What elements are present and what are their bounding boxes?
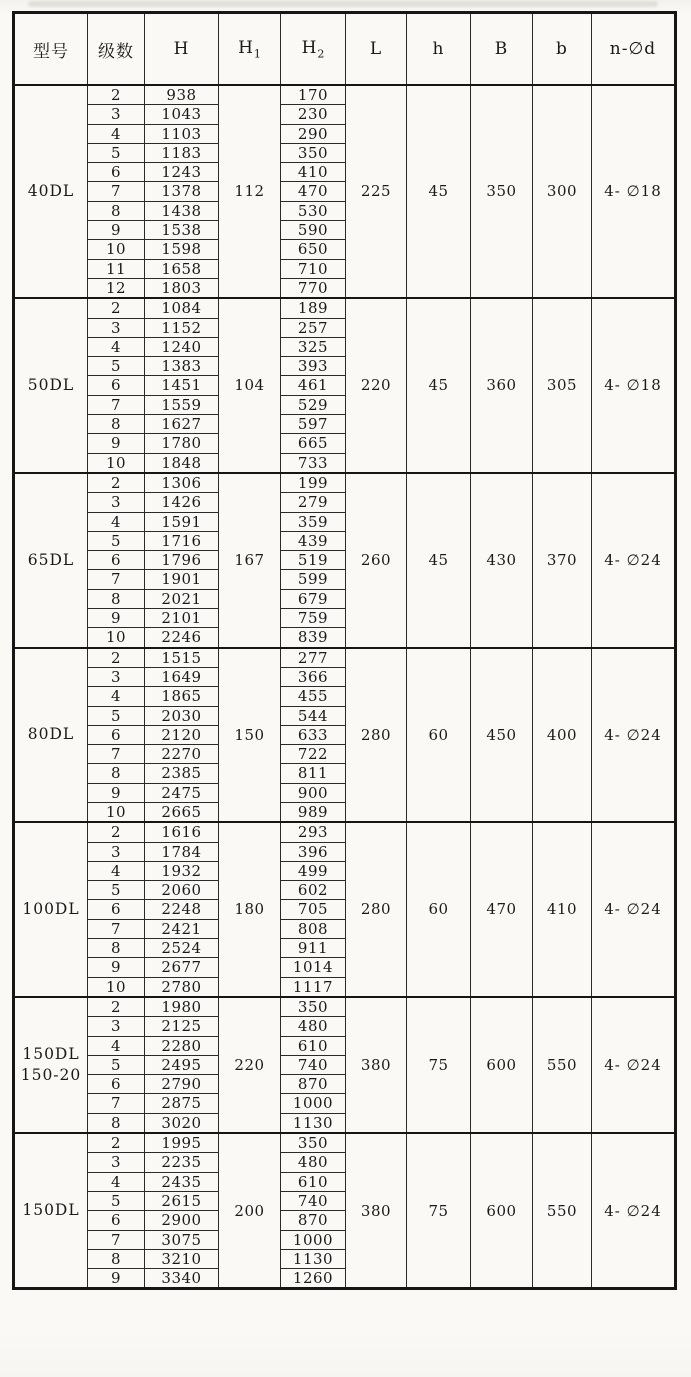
stages-cell: 6 (88, 725, 145, 744)
h2-value-cell: 1000 (281, 1094, 346, 1113)
h2-value-cell: 393 (281, 357, 346, 376)
h-value-cell: 1865 (145, 687, 219, 706)
stages-cell: 10 (88, 977, 145, 997)
h-value-cell: 2125 (145, 1017, 219, 1036)
h2-value-cell: 1000 (281, 1230, 346, 1249)
stages-cell: 8 (88, 201, 145, 220)
h2-value-cell: 170 (281, 85, 346, 105)
stages-cell: 5 (88, 706, 145, 725)
column-header-B: B (471, 13, 533, 86)
h-lower-cell: 45 (407, 473, 471, 648)
h-value-cell: 1591 (145, 512, 219, 531)
h2-value-cell: 350 (281, 143, 346, 162)
h-lower-cell: 45 (407, 85, 471, 298)
column-header-H: H (145, 13, 219, 86)
stages-cell: 3 (88, 105, 145, 124)
h-value-cell: 2780 (145, 977, 219, 997)
l-cell: 280 (346, 648, 407, 823)
h2-value-cell: 350 (281, 1133, 346, 1153)
h2-value-cell: 597 (281, 415, 346, 434)
stages-cell: 10 (88, 802, 145, 822)
stages-cell: 9 (88, 958, 145, 977)
h2-value-cell: 811 (281, 764, 346, 783)
h2-value-cell: 480 (281, 1017, 346, 1036)
h2-value-cell: 770 (281, 278, 346, 298)
l-cell: 280 (346, 822, 407, 997)
h2-value-cell: 1260 (281, 1269, 346, 1289)
h-value-cell: 938 (145, 85, 219, 105)
model-line: 150DL (22, 1045, 80, 1064)
model-line: 65DL (27, 550, 75, 569)
stages-cell: 3 (88, 1017, 145, 1036)
b-lower-cell: 300 (533, 85, 592, 298)
stages-cell: 6 (88, 163, 145, 182)
h-value-cell: 2246 (145, 628, 219, 648)
stages-cell: 5 (88, 1055, 145, 1074)
model-cell (14, 648, 88, 823)
h2-value-cell: 590 (281, 221, 346, 240)
stages-cell: 10 (88, 240, 145, 259)
stages-cell: 2 (88, 85, 145, 105)
h-value-cell: 1515 (145, 648, 219, 668)
table-row (14, 298, 676, 318)
h2-value-cell: 602 (281, 881, 346, 900)
h-value-cell: 2101 (145, 609, 219, 628)
table-header (14, 13, 676, 86)
nphid-cell: 4- ∅24 (592, 648, 676, 823)
stages-cell: 4 (88, 1172, 145, 1191)
h-value-cell: 2875 (145, 1094, 219, 1113)
h2-value-cell: 1117 (281, 977, 346, 997)
h-value-cell: 1383 (145, 357, 219, 376)
h-value-cell: 2495 (145, 1055, 219, 1074)
h-value-cell: 2615 (145, 1191, 219, 1210)
h-value-cell: 1796 (145, 551, 219, 570)
stages-cell: 5 (88, 1191, 145, 1210)
h-value-cell: 1803 (145, 278, 219, 298)
h-value-cell: 1152 (145, 318, 219, 337)
column-header-subscript: 1 (253, 47, 261, 61)
stages-cell: 3 (88, 493, 145, 512)
model-cell (14, 997, 88, 1133)
h-value-cell: 1995 (145, 1133, 219, 1153)
h2-value-cell: 1130 (281, 1113, 346, 1133)
stages-cell: 7 (88, 182, 145, 201)
h2-value-cell: 350 (281, 997, 346, 1017)
stages-cell: 3 (88, 667, 145, 686)
h1-cell: 150 (219, 648, 281, 823)
stages-cell: 2 (88, 1133, 145, 1153)
h-value-cell: 2248 (145, 900, 219, 919)
h2-value-cell: 740 (281, 1055, 346, 1074)
stages-cell: 8 (88, 589, 145, 608)
h2-value-cell: 650 (281, 240, 346, 259)
b-upper-cell: 470 (471, 822, 533, 997)
h2-value-cell: 359 (281, 512, 346, 531)
nphid-cell: 4- ∅18 (592, 298, 676, 473)
h-value-cell: 2021 (145, 589, 219, 608)
stages-cell: 5 (88, 143, 145, 162)
column-header-stages: 级数 (88, 13, 145, 86)
h1-cell: 180 (219, 822, 281, 997)
h2-value-cell: 461 (281, 376, 346, 395)
h-value-cell: 1716 (145, 531, 219, 550)
h2-value-cell: 665 (281, 434, 346, 453)
h2-value-cell: 544 (281, 706, 346, 725)
stages-cell: 2 (88, 473, 145, 493)
h-value-cell: 1306 (145, 473, 219, 493)
table-row (14, 1133, 676, 1153)
h2-value-cell: 599 (281, 570, 346, 589)
table-row (14, 473, 676, 493)
h2-value-cell: 257 (281, 318, 346, 337)
h-value-cell: 1438 (145, 201, 219, 220)
h2-value-cell: 1130 (281, 1249, 346, 1268)
b-lower-cell: 370 (533, 473, 592, 648)
h2-value-cell: 633 (281, 725, 346, 744)
stages-cell: 8 (88, 415, 145, 434)
h2-value-cell: 610 (281, 1036, 346, 1055)
h-value-cell: 2060 (145, 881, 219, 900)
h2-value-cell: 710 (281, 259, 346, 278)
h2-value-cell: 439 (281, 531, 346, 550)
h-value-cell: 1243 (145, 163, 219, 182)
stages-cell: 3 (88, 318, 145, 337)
h2-value-cell: 290 (281, 124, 346, 143)
stages-cell: 3 (88, 842, 145, 861)
h2-value-cell: 396 (281, 842, 346, 861)
stages-cell: 12 (88, 278, 145, 298)
h-value-cell: 1426 (145, 493, 219, 512)
h-value-cell: 1780 (145, 434, 219, 453)
h-value-cell: 1538 (145, 221, 219, 240)
stages-cell: 10 (88, 628, 145, 648)
stages-cell: 10 (88, 453, 145, 473)
h-value-cell: 1084 (145, 298, 219, 318)
h2-value-cell: 519 (281, 551, 346, 570)
stages-cell: 4 (88, 337, 145, 356)
h1-cell: 220 (219, 997, 281, 1133)
stages-cell: 9 (88, 434, 145, 453)
b-lower-cell: 400 (533, 648, 592, 823)
h2-value-cell: 705 (281, 900, 346, 919)
stages-cell: 2 (88, 997, 145, 1017)
h-value-cell: 1649 (145, 667, 219, 686)
h1-cell: 104 (219, 298, 281, 473)
h1-cell: 167 (219, 473, 281, 648)
b-lower-cell: 410 (533, 822, 592, 997)
h-value-cell: 1598 (145, 240, 219, 259)
stages-cell: 4 (88, 687, 145, 706)
pump-dimension-table (12, 11, 677, 1290)
model-line: 150DL (22, 1201, 80, 1220)
stages-cell: 9 (88, 1269, 145, 1289)
h2-value-cell: 499 (281, 861, 346, 880)
table-row (14, 822, 676, 842)
h1-cell: 112 (219, 85, 281, 298)
h-lower-cell: 45 (407, 298, 471, 473)
h2-value-cell: 530 (281, 201, 346, 220)
stages-cell: 8 (88, 764, 145, 783)
h-lower-cell: 60 (407, 822, 471, 997)
l-cell: 380 (346, 997, 407, 1133)
h-value-cell: 1183 (145, 143, 219, 162)
stages-cell: 9 (88, 609, 145, 628)
h2-value-cell: 325 (281, 337, 346, 356)
l-cell: 225 (346, 85, 407, 298)
b-upper-cell: 360 (471, 298, 533, 473)
stages-cell: 2 (88, 648, 145, 668)
h2-value-cell: 293 (281, 822, 346, 842)
stages-cell: 5 (88, 531, 145, 550)
h-value-cell: 2435 (145, 1172, 219, 1191)
h-value-cell: 2235 (145, 1153, 219, 1172)
h2-value-cell: 279 (281, 493, 346, 512)
h-value-cell: 1378 (145, 182, 219, 201)
h-value-cell: 2790 (145, 1075, 219, 1094)
h2-value-cell: 610 (281, 1172, 346, 1191)
h-value-cell: 3340 (145, 1269, 219, 1289)
h-value-cell: 1784 (145, 842, 219, 861)
h-value-cell: 2524 (145, 939, 219, 958)
b-lower-cell: 550 (533, 1133, 592, 1289)
stages-cell: 6 (88, 1211, 145, 1230)
model-line: 100DL (22, 900, 80, 919)
h-value-cell: 1451 (145, 376, 219, 395)
h2-value-cell: 230 (281, 105, 346, 124)
b-upper-cell: 450 (471, 648, 533, 823)
stages-cell: 7 (88, 1230, 145, 1249)
stages-cell: 3 (88, 1153, 145, 1172)
h-value-cell: 2421 (145, 919, 219, 938)
b-upper-cell: 430 (471, 473, 533, 648)
stages-cell: 6 (88, 551, 145, 570)
column-header-H1: $H_1$ (219, 13, 281, 86)
table-row (14, 85, 676, 105)
h-value-cell: 1932 (145, 861, 219, 880)
column-header-h: h (407, 13, 471, 86)
h-value-cell: 1901 (145, 570, 219, 589)
h2-value-cell: 911 (281, 939, 346, 958)
h2-value-cell: 199 (281, 473, 346, 493)
h2-value-cell: 722 (281, 745, 346, 764)
h-value-cell: 2280 (145, 1036, 219, 1055)
nphid-cell: 4- ∅18 (592, 85, 676, 298)
table-row (14, 648, 676, 668)
h2-value-cell: 529 (281, 395, 346, 414)
model-line: 80DL (27, 725, 75, 744)
h-value-cell: 1848 (145, 453, 219, 473)
h-value-cell: 1980 (145, 997, 219, 1017)
h-value-cell: 2120 (145, 725, 219, 744)
column-header-L: L (346, 13, 407, 86)
stages-cell: 9 (88, 221, 145, 240)
stages-cell: 5 (88, 881, 145, 900)
stages-cell: 7 (88, 1094, 145, 1113)
h2-value-cell: 870 (281, 1075, 346, 1094)
h-value-cell: 1616 (145, 822, 219, 842)
h-value-cell: 2030 (145, 706, 219, 725)
nphid-cell: 4- ∅24 (592, 822, 676, 997)
h-value-cell: 2385 (145, 764, 219, 783)
column-header-model: 型号 (14, 13, 88, 86)
h2-value-cell: 870 (281, 1211, 346, 1230)
column-header-H2: $H_2$ (281, 13, 346, 86)
h-value-cell: 1043 (145, 105, 219, 124)
stages-cell: 7 (88, 395, 145, 414)
h2-value-cell: 900 (281, 783, 346, 802)
stages-cell: 11 (88, 259, 145, 278)
stages-cell: 9 (88, 783, 145, 802)
b-lower-cell: 550 (533, 997, 592, 1133)
h1-cell: 200 (219, 1133, 281, 1289)
model-cell (14, 473, 88, 648)
h-value-cell: 2665 (145, 802, 219, 822)
h2-value-cell: 455 (281, 687, 346, 706)
model-line: 150-20 (20, 1065, 82, 1084)
h2-value-cell: 410 (281, 163, 346, 182)
h-value-cell: 2475 (145, 783, 219, 802)
nphid-cell: 4- ∅24 (592, 473, 676, 648)
column-header-subscript: 2 (317, 47, 325, 61)
l-cell: 220 (346, 298, 407, 473)
column-header-b: b (533, 13, 592, 86)
h2-value-cell: 1014 (281, 958, 346, 977)
l-cell: 380 (346, 1133, 407, 1289)
model-cell (14, 822, 88, 997)
b-upper-cell: 600 (471, 1133, 533, 1289)
stages-cell: 8 (88, 1113, 145, 1133)
stages-cell: 5 (88, 357, 145, 376)
h2-value-cell: 989 (281, 802, 346, 822)
h-value-cell: 1658 (145, 259, 219, 278)
table-body (14, 85, 676, 1289)
stages-cell: 4 (88, 512, 145, 531)
stages-cell: 7 (88, 745, 145, 764)
h-value-cell: 3210 (145, 1249, 219, 1268)
b-upper-cell: 600 (471, 997, 533, 1133)
model-line: 40DL (27, 182, 75, 201)
h-value-cell: 1103 (145, 124, 219, 143)
h2-value-cell: 277 (281, 648, 346, 668)
stages-cell: 6 (88, 900, 145, 919)
h-lower-cell: 75 (407, 1133, 471, 1289)
stages-cell: 2 (88, 822, 145, 842)
l-cell: 260 (346, 473, 407, 648)
model-cell (14, 85, 88, 298)
stages-cell: 4 (88, 1036, 145, 1055)
h-value-cell: 2270 (145, 745, 219, 764)
stages-cell: 6 (88, 1075, 145, 1094)
h2-value-cell: 679 (281, 589, 346, 608)
h-value-cell: 3020 (145, 1113, 219, 1133)
b-upper-cell: 350 (471, 85, 533, 298)
nphid-cell: 4- ∅24 (592, 1133, 676, 1289)
h-value-cell: 2677 (145, 958, 219, 977)
stages-cell: 2 (88, 298, 145, 318)
h2-value-cell: 733 (281, 453, 346, 473)
model-cell (14, 298, 88, 473)
h2-value-cell: 366 (281, 667, 346, 686)
h-value-cell: 1240 (145, 337, 219, 356)
stages-cell: 7 (88, 570, 145, 589)
h-value-cell: 1627 (145, 415, 219, 434)
stages-cell: 8 (88, 1249, 145, 1268)
h-lower-cell: 75 (407, 997, 471, 1133)
h2-value-cell: 470 (281, 182, 346, 201)
stages-cell: 4 (88, 861, 145, 880)
h2-value-cell: 740 (281, 1191, 346, 1210)
stages-cell: 6 (88, 376, 145, 395)
h2-value-cell: 480 (281, 1153, 346, 1172)
h2-value-cell: 808 (281, 919, 346, 938)
header-row (14, 13, 676, 86)
stages-cell: 7 (88, 919, 145, 938)
b-lower-cell: 305 (533, 298, 592, 473)
h2-value-cell: 189 (281, 298, 346, 318)
scan-artifact-top (28, 1, 658, 7)
column-header-nphid: n-∅d (592, 13, 676, 86)
h2-value-cell: 839 (281, 628, 346, 648)
h-value-cell: 1559 (145, 395, 219, 414)
nphid-cell: 4- ∅24 (592, 997, 676, 1133)
stages-cell: 8 (88, 939, 145, 958)
stages-cell: 4 (88, 124, 145, 143)
model-cell (14, 1133, 88, 1289)
model-line: 50DL (27, 376, 75, 395)
h-lower-cell: 60 (407, 648, 471, 823)
h2-value-cell: 759 (281, 609, 346, 628)
h-value-cell: 3075 (145, 1230, 219, 1249)
table-row (14, 997, 676, 1017)
h-value-cell: 2900 (145, 1211, 219, 1230)
